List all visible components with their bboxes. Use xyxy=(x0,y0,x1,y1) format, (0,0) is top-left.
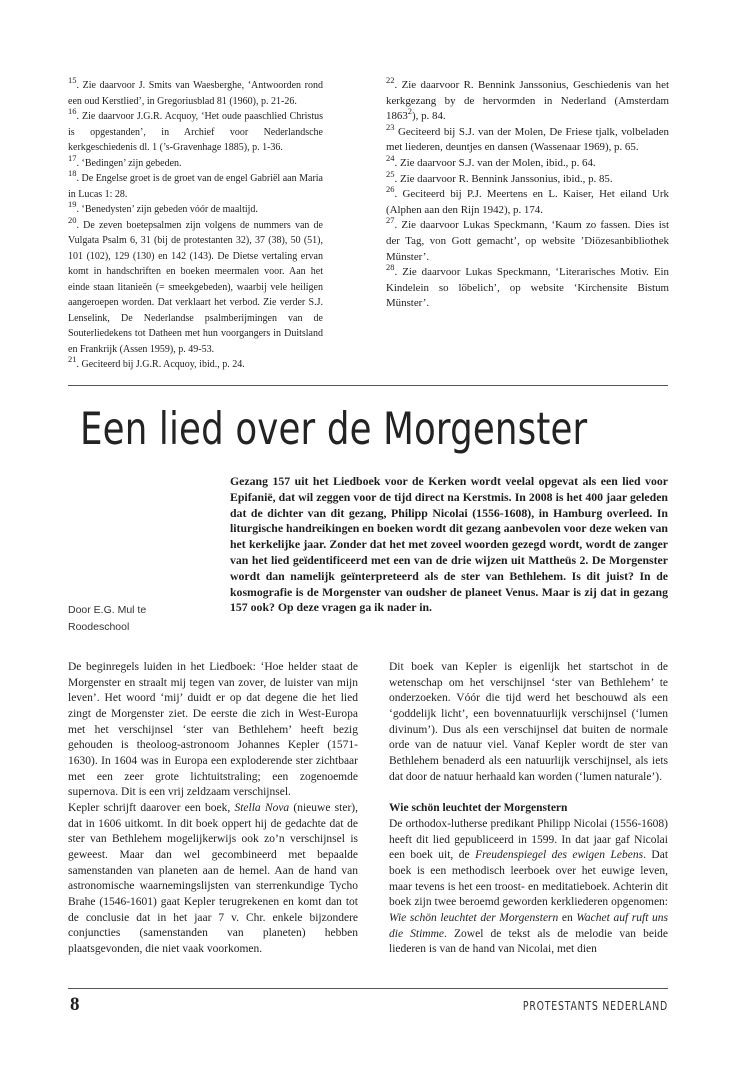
footnote-22 xyxy=(386,75,669,125)
footnote-number: 25 xyxy=(386,168,395,179)
publication-name: PROTESTANTS NEDERLAND xyxy=(522,999,668,1013)
footnote-26 xyxy=(386,184,669,218)
footnote-number: 28 xyxy=(386,262,395,273)
footnote-text: . Zie daarvoor J. Smits van Waesberghe, ‘Antwoorden rond een oud Kerstlied’, in Gregoriusblad 81 (1960), p. 21-26. xyxy=(68,80,323,107)
footnote-21 xyxy=(68,354,323,373)
footnote-number: 17 xyxy=(68,152,77,163)
footnote-text: . ‘Benedysten’ zijn gebeden vóór de maaltijd. xyxy=(76,204,258,215)
body-paragraph: Dit boek van Kepler is eigenlijk het startschot in de wetenschap om het verschijnsel ‘ster van Bethlehem’ te onderzoeken. Vóór die tijd werd het beschouwd als een ‘goddelijk licht’, een bovennatuurlijk verschijnsel (‘lumen divinum’). Dus als een verschijnsel dat buiten de normale orde van de natuur viel. Vanaf Kepler wordt de ster van Bethlehem benaderd als een natuurlijk verschijnsel, als iets dat door de natuur herhaald kan worden (‘lumen naturale’). xyxy=(389,661,668,783)
body-paragraph xyxy=(68,801,358,958)
footnote-text: . Zie daarvoor Lukas Speckmann, ‘Kaum zo fassen. Dies ist der Tag, von Gott gemacht’, op website ’Diözesanbibliothek Münster’. xyxy=(386,219,669,263)
text-run: Kepler schrijft daarover een boek, xyxy=(68,801,235,814)
footnote-number: 24 xyxy=(386,152,395,163)
footnote-number: 18 xyxy=(68,168,77,178)
footnote-text: . Zie daarvoor Lukas Speckmann, ‘Literarisches Motiv. Ein Kindelein so löbelich’, op website ‘Kirchensite Bistum Münster’. xyxy=(386,266,669,310)
footnote-number: 21 xyxy=(68,354,77,364)
edition-superscript: 2 xyxy=(407,106,413,117)
byline-line: Roodeschool xyxy=(68,620,130,633)
footnote-15 xyxy=(68,75,323,109)
footnote-number: 16 xyxy=(68,106,77,116)
footnote-text: . De Engelse groet is de groet van de engel Gabriël aan Maria in Lucas 1: 28. xyxy=(68,173,323,200)
body-column-left xyxy=(68,660,358,957)
footnote-text: . Zie daarvoor S.J. van der Molen, ibid., p. 64. xyxy=(394,156,596,169)
footnote-text: . Zie daarvoor J.G.R. Acquoy, ‘Het oude paaschlied Christus is opgestanden’, in Archief voor Nederlandsche kerkgeschiedenis dl. 1 (’s-Gravenhage 1885), p. 1-36. xyxy=(68,111,323,153)
footnote-24 xyxy=(386,152,669,172)
footnote-20 xyxy=(68,214,323,358)
page-number: 8 xyxy=(70,994,80,1015)
footnote-text-end: ), p. 84. xyxy=(412,110,446,123)
author-byline xyxy=(68,602,228,635)
byline-line: Door E.G. Mul te xyxy=(68,604,147,616)
footnote-text: Geciteerd bij S.J. van der Molen, De Friese tjalk, volbeladen met liederen, deuntjes en dansen (Wassenaar 1969), p. 65. xyxy=(386,125,669,154)
footnotes-left-column xyxy=(68,75,323,373)
hymn-title: Wachet auf ruft uns die Stimme xyxy=(389,911,668,940)
section-subheading: Wie schön leuchtet der Morgenstern xyxy=(389,802,568,815)
body-column-right xyxy=(389,660,668,958)
footer-divider xyxy=(68,988,668,989)
section-divider xyxy=(68,385,668,386)
footnote-text: . Zie daarvoor R. Bennink Janssonius, Geschiedenis van het kerkgezang by de hervormden in Nederland (Amsterdam 1863 xyxy=(386,79,669,123)
footnote-19 xyxy=(68,199,323,218)
footnote-number: 19 xyxy=(68,199,77,209)
footnote-16 xyxy=(68,106,323,156)
text-run: . Zowel de tekst als de melodie van beide liederen is van de hand van Nicolai, met dien xyxy=(389,927,668,956)
footnote-number: 26 xyxy=(386,184,395,195)
text-run: (nieuwe ster), dat in 1606 uitkomt. In dit boek oppert hij de gedachte dat de ster van Bethlehem mogelijkerwijs ook zo’n verschijnsel is geweest. Maar dan wel gecombineerd met bepaalde samenstanden van planeten aan de hemel. Aan de hand van astronomische waarnemingslijsten van sterrenkundige Tycho Brahe (1546-1601) gaat Kepler terugrekenen en komt dan tot de conclusie dat in het jaar 7 v. Chr. enkele bijzondere conjuncties (samenstanden van planeten) hebben plaatsgevonden, die niet vaak voorkomen. xyxy=(68,801,358,955)
footnote-18 xyxy=(68,168,323,202)
article-title: Een lied over de Morgenster xyxy=(80,404,588,455)
footnote-23 xyxy=(386,121,669,156)
footnote-28 xyxy=(386,262,669,312)
footnote-number: 23 xyxy=(386,121,395,132)
footnote-17 xyxy=(68,152,323,172)
body-paragraph: De beginregels luiden in het Liedboek: ‘Hoe helder staat de Morgenster en straalt mij tegen van zover, de luister van mijn leven’. Het woord ‘mij’ duidt er op dat degene die het lied zingt de Morgenster ziet. De eerste die zich in West-Europa met het verschijnsel ‘ster van Bethlehem’ heeft bezig gehouden is theoloog-astronoom Johannes Kepler (1571-1630). In 1604 was in Europa een exploderende ster zichtbaar met een zeer grote lichtuitstraling; een zogenoemde supernova. Dit is een vrij zeldzaam verschijnsel. xyxy=(68,661,358,799)
footnotes-right-column xyxy=(386,75,669,312)
body-paragraph xyxy=(389,817,668,958)
text-run: . Dat boek is een methodisch leerboek over het euwige leven, maar tevens is het een troost- en meditatieboek. Achterin dit boek zijn twee beroemd geworden kerkliederen opgenomen: xyxy=(389,849,669,909)
footnote-text: . Geciteerd bij J.G.R. Acquoy, ibid., p. 24. xyxy=(76,359,245,370)
footnote-number: 27 xyxy=(386,215,395,226)
footnote-text: . Geciteerd bij P.J. Meertens en L. Kaiser, Het eiland Urk (Alphen aan den Rijn 1942), p. 174. xyxy=(386,188,669,216)
text-run: De orthodox-lutherse predikant Philipp Nicolai (1556-1608) heeft dit lied gepubliceerd in 1599. In dat jaar gaf Nicolai een boek uit, de xyxy=(389,817,668,862)
footnote-text: . De zeven boetepsalmen zijn volgens de nummers van de Vulgata Psalm 6, 31 (bij de protestanten 32), 37 (38), 50 (51), 101 (102), 129 (130) en 142 (143). De Dietse vertaling ervan komt in handschriften en boeken meermalen voor. Aan het einde staan litanieën (= smeekgebeden), waarbij vele heiligen aangeroepen worden. Dat verklaart het verbod. Zie verder S.J. Lenselink, De Nederlandse psalmberijmingen van de Souterliedekens tot Datheen met hun voorgangers in Duitsland en Frankrijk (Assen 1959), p. 49-53. xyxy=(68,219,323,355)
hymn-title: Wie schön leuchtet der Morgenstern xyxy=(389,911,559,924)
footnote-number: 15 xyxy=(68,75,77,85)
book-title: Freudenspiegel des ewigen Lebens xyxy=(475,849,644,862)
footnote-27 xyxy=(386,215,669,265)
footnote-number: 22 xyxy=(386,75,395,85)
footnote-number: 20 xyxy=(68,214,77,225)
footnote-text: . ‘Bedingen’ zijn gebeden. xyxy=(76,157,182,169)
footnote-text: . Zie daarvoor R. Bennink Janssonius, ibid., p. 85. xyxy=(394,172,613,185)
article-intro: Gezang 157 uit het Liedboek voor de Kerken wordt veelal opgevat als een lied voor Epifanië, dat wil zeggen voor de tijd direct na Kerstmis. In 2008 is het 400 jaar geleden dat de dichter van dit gezang, Philipp Nicolai (1556-1608), in Hamburg overleed. In liturgische handreikingen en boeken wordt dit gezang aanbevolen voor deze weken van het kerkelijke jaar. Zonder dat het met zoveel woorden gezegd wordt, wordt de zanger van het lied geïdentificeerd met een van de drie wijzen uit Mattheüs 2. De Morgenster wordt dan namelijk geïnterpreteerd als de ster van Bethlehem. Is dit juist? In de kosmografie is de Morgenster van oudsher de planeet Venus. Maar is zij dat in gezang 157 ook? Op deze vragen ga ik nader in. xyxy=(230,474,668,615)
footnote-25 xyxy=(386,168,669,188)
text-run: en xyxy=(558,911,577,924)
book-title: Stella Nova xyxy=(234,801,290,814)
